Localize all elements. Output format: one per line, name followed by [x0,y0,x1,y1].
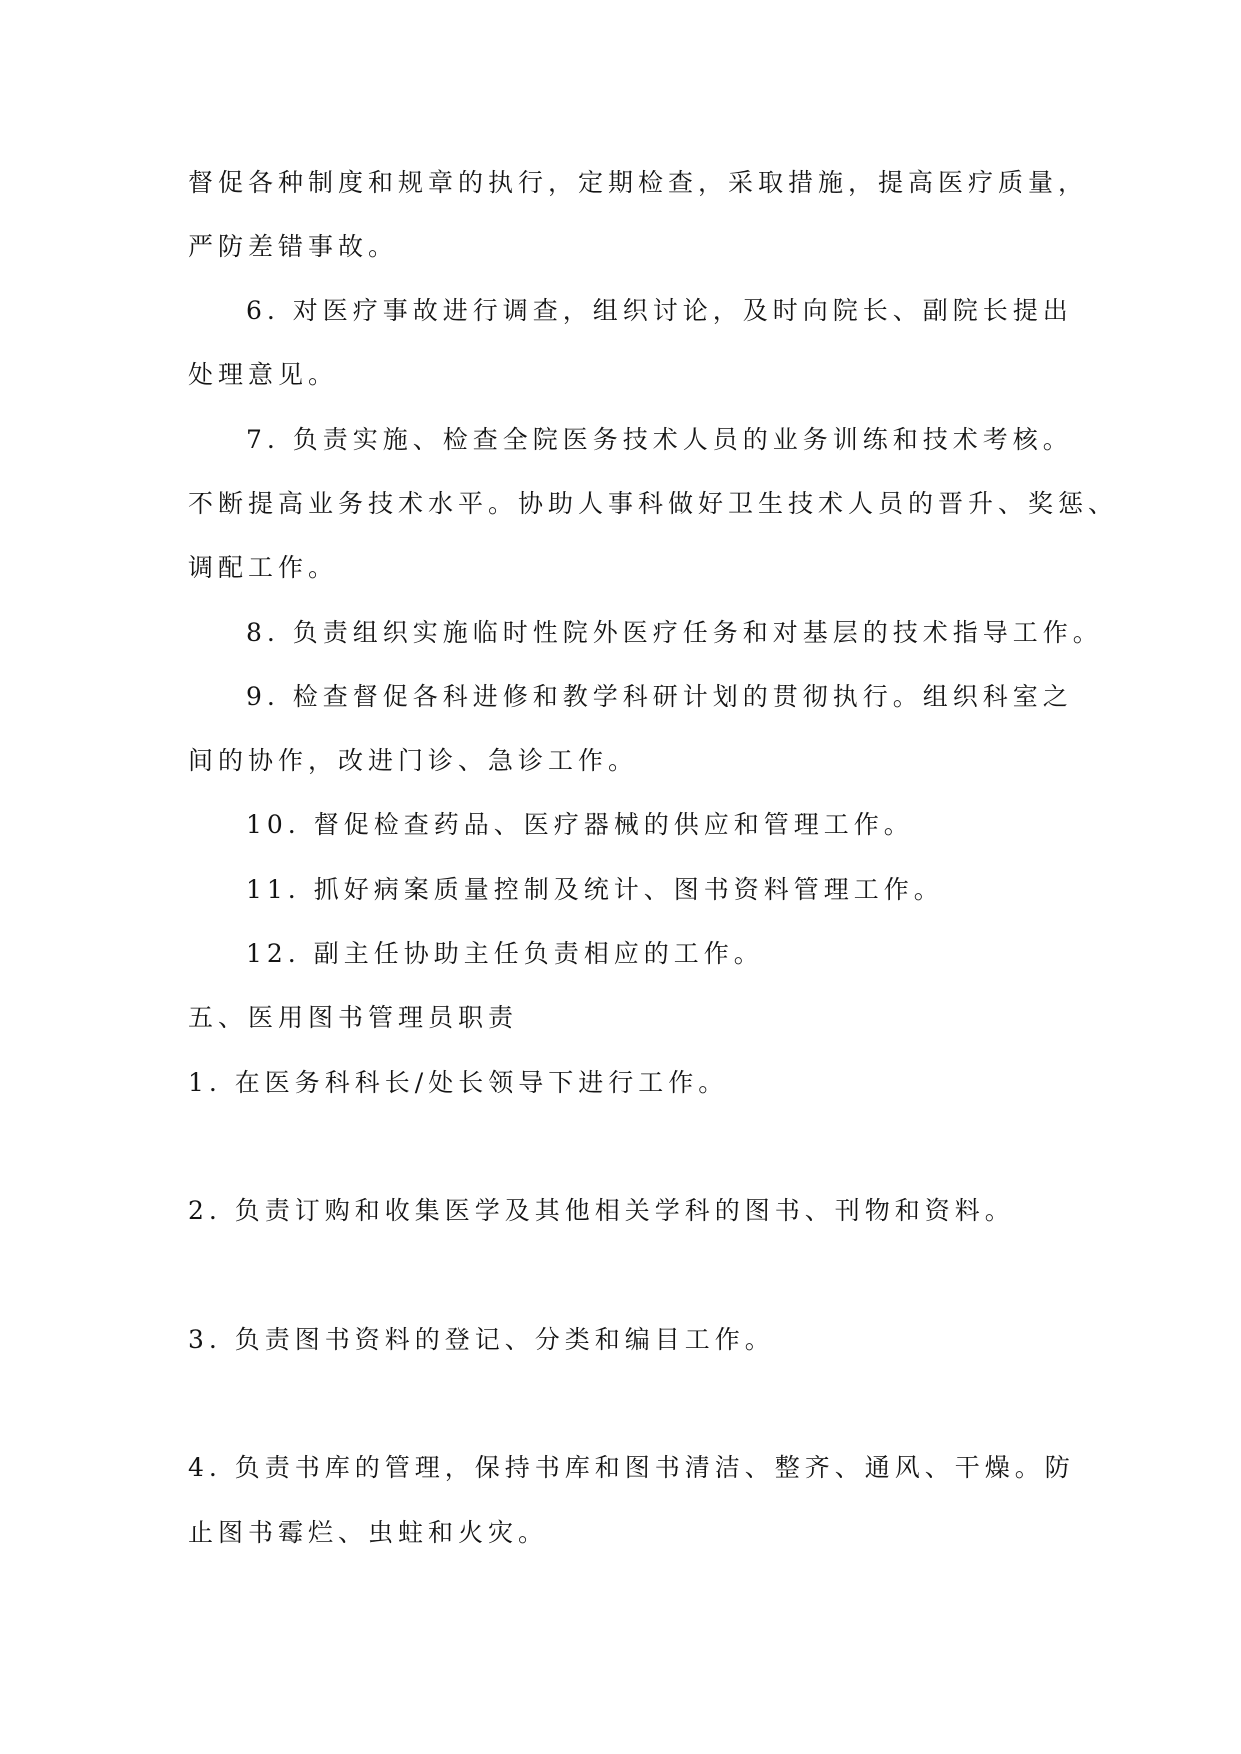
duty-item-3: 3. 负责图书资料的登记、分类和编目工作。 [188,1325,775,1354]
duty-item-4: 4. 负责书库的管理，保持书库和图书清洁、整齐、通风、干燥。防 [188,1453,1075,1482]
list-item-10: 10. 督促检查药品、医疗器械的供应和管理工作。 [246,810,914,839]
paragraph-line: 督促各种制度和规章的执行，定期检查，采取措施，提高医疗质量， [188,168,1089,197]
paragraph-line: 间的协作，改进门诊、急诊工作。 [188,746,639,775]
duty-item-1: 1. 在医务科科长/处长领导下进行工作。 [188,1068,729,1097]
paragraph-line: 处理意见。 [188,360,339,389]
list-item-8: 8. 负责组织实施临时性院外医疗任务和对基层的技术指导工作。 [246,618,1103,647]
paragraph-line: 调配工作。 [188,553,339,582]
section-heading: 五、医用图书管理员职责 [188,1003,519,1032]
list-item-6: 6. 对医疗事故进行调查，组织讨论，及时向院长、副院长提出 [246,296,1073,325]
duty-item-2: 2. 负责订购和收集医学及其他相关学科的图书、刊物和资料。 [188,1196,1015,1225]
list-item-12: 12. 副主任协助主任负责相应的工作。 [246,939,764,968]
list-item-11: 11. 抓好病案质量控制及统计、图书资料管理工作。 [246,875,944,904]
paragraph-line: 止图书霉烂、虫蛀和火灾。 [188,1518,549,1547]
paragraph-line: 严防差错事故。 [188,232,399,261]
list-item-7: 7. 负责实施、检查全院医务技术人员的业务训练和技术考核。 [246,425,1073,454]
list-item-9: 9. 检查督促各科进修和教学科研计划的贯彻执行。组织科室之 [246,682,1073,711]
paragraph-line: 不断提高业务技术水平。协助人事科做好卫生技术人员的晋升、奖惩、 [188,489,1119,518]
